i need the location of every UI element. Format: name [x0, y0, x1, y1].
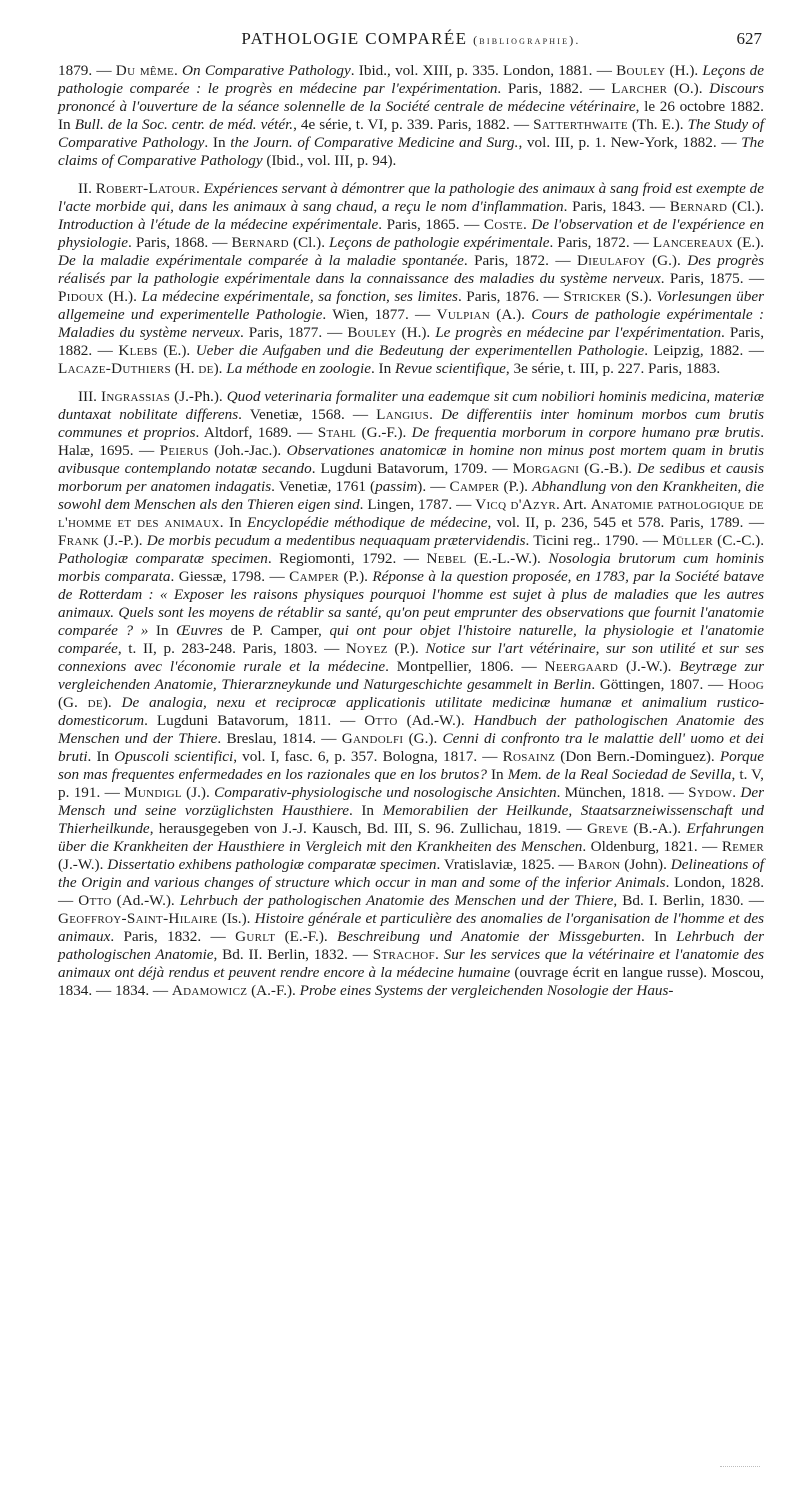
citation-text: . [174, 62, 183, 79]
author-name: Morgagni [512, 460, 580, 477]
author-name: Rosainz [502, 748, 556, 765]
citation-text: (A.-F.). [247, 982, 300, 999]
citation-text: (J.-Ph.). [170, 388, 227, 405]
work-title: The Study of Comparative Pathology [58, 116, 764, 151]
section-numeral: III. [78, 388, 97, 405]
work-title: Ueber die Aufgaben und die Bedeutung der experimentellen Pathologie [195, 342, 645, 359]
work-title: Der Mensch und seine vorzüglichsten Hausthiere [58, 784, 765, 819]
citation-text: , 3e série, t. III, p. 227. Paris, 1883. [505, 360, 721, 377]
citation-text: . Oldenburg, 1821. — [582, 838, 722, 855]
citation-text: . Paris, 1876. — [457, 288, 564, 305]
citation-text: . [429, 406, 441, 423]
citation-text: . Paris, 1882. — [58, 324, 765, 359]
author-name: Baron [577, 856, 621, 873]
citation-text: . Halæ, 1695. — [58, 424, 764, 459]
citation-text: . Giessæ, 1798. — [170, 568, 290, 585]
page-number: 627 [736, 29, 762, 48]
citation-text: . Göttingen, 1807. — [591, 676, 728, 693]
author-name: Remer [721, 838, 764, 855]
work-title: On Comparative Pathology [182, 62, 351, 79]
citation-text: . Ticini reg.. 1790. — [525, 532, 663, 549]
citation-text: (E.). [157, 342, 196, 359]
author-name: Otto [78, 892, 112, 909]
author-name: Klebs [118, 342, 158, 359]
work-title: Bull. de la Soc. centr. de méd. vétér. [74, 116, 294, 133]
citation-text: de P. Camper, [222, 622, 330, 639]
author-name: de [87, 694, 103, 711]
work-title: Lehrbuch der pathologischen Anatomie des Menschen und der Thiere [179, 892, 614, 909]
citation-text: (P.). [387, 640, 426, 657]
citation-text: In [148, 622, 177, 639]
citation-text: In [486, 766, 508, 783]
author-name: Hoog [728, 676, 764, 693]
author-name: Camper [289, 568, 339, 585]
citation-text: (ouvrage écrit en langue russe). Moscou, 1834. — 1834. — [58, 964, 764, 999]
author-name: Bernard [231, 234, 289, 251]
author-name: Geoffroy-Saint-Hilaire [58, 910, 218, 927]
citation-text: ). [213, 360, 227, 377]
citation-text: (Don Bern.-Dominguez). [555, 748, 720, 765]
citation-text: (P.). [499, 478, 533, 495]
author-name: Camper [449, 478, 500, 495]
work-title: De frequentia morborum in corpore humano præ brutis [411, 424, 761, 441]
citation-text: ). — [417, 478, 450, 495]
citation-text: (Ad.-W.). [111, 892, 180, 909]
author-name: Anatomie pathologique de l'homme et des animaux [58, 496, 764, 531]
citation-text: . Paris, 1875. — [660, 270, 765, 287]
work-title: passim [375, 478, 418, 495]
work-title: De sedibus et causis morborum per anatomen indagatis [58, 460, 764, 495]
work-title: qui ont pour objet l'histoire naturelle, la physiologie et l'anatomie comparée [58, 622, 764, 657]
citation-text: (Joh.-Jac.). [208, 442, 287, 459]
citation-text: (H.). [665, 62, 703, 79]
work-title: Quod veterinaria formaliter una eademque sit cum nobiliori hominis medicina, materiæ duntaxat nobilitate differens [58, 388, 765, 423]
work-title: Memorabilien der Heilkunde, Staatsarzneiwissenschaft und Thierheilkunde [58, 802, 764, 837]
work-title: Expériences servant à démontrer que la pathologie des animaux à sang froid est exempte de l'acte morbide qui, dans les animaux à sang chaud, a reçu le nom d'inflammation [58, 180, 765, 215]
citation-text: , 4e série, t. VI, p. 339. Paris, 1882. — [293, 116, 534, 133]
citation-text: . London, 1828. — [58, 874, 764, 909]
citation-text: (G.). [403, 730, 443, 747]
work-title: Sur les services que la vétérinaire et l'anatomie des animaux ont déjà rendus et peuvent rendre encore à la médecine humaine [58, 946, 765, 981]
citation-text: . Paris, 1872. — [549, 234, 653, 251]
work-title: Réponse à la question proposée, en 1783, par la Société batave de Rotterdam : « Exposer les raisons physiques pourquoi l'homme est sujet à plus de maladies que les autres animaux. Quels sont les moyens de rétablir sa santé, qu'on peut emprunter des observations que fournit l'anatomie comparée ? » [58, 568, 764, 639]
work-title: Opuscoli scientifici [114, 748, 234, 765]
citation-text: , le 26 octobre 1882. In [58, 98, 764, 133]
work-title: Abhandlung von den Krankheiten, die sowohl dem Menschen als den Thieren eigen sind [58, 478, 764, 513]
work-title: Probe eines Systems der vergleichenden Nosologie der Haus- [299, 982, 674, 999]
citation-text: (O.). [667, 80, 710, 97]
citation-text: . Art. [555, 496, 591, 513]
work-title: Leçons de pathologie comparée : le progrès en médecine par l'expérimentation [58, 62, 764, 97]
work-title: Nosologia brutorum cum hominis morbis comparata [58, 550, 765, 585]
citation-text: (Ibid., vol. III, p. 94). [262, 152, 397, 169]
page-header [58, 30, 764, 54]
author-name: Mundigl [124, 784, 182, 801]
work-title: Encyclopédie méthodique de médecine [246, 514, 488, 531]
citation-text: (G.-F.). [356, 424, 412, 441]
citation-text: (Ad.-W.). [397, 712, 474, 729]
author-name: Ingrassias [100, 388, 171, 405]
citation-text: (J.). [181, 784, 215, 801]
citation-text: . In [204, 134, 231, 151]
paragraph-continuation [58, 62, 764, 170]
citation-text: . Paris, 1832. — [110, 928, 236, 945]
citation-text: . Paris, 1868. — [128, 234, 232, 251]
citation-text: . [434, 946, 444, 963]
author-name: Frank [58, 532, 100, 549]
citation-text: ). [102, 694, 122, 711]
author-name: Langius [376, 406, 430, 423]
author-name: Noyez [345, 640, 388, 657]
author-name: Pidoux [58, 288, 104, 305]
work-title: the Journ. of Comparative Medicine and Surg. [230, 134, 519, 151]
author-name: Neergaard [544, 658, 619, 675]
citation-text: , vol. II, p. 236, 545 et 578. Paris, 1789. — [487, 514, 765, 531]
work-title: Notice sur l'art vétérinaire, sur son utilité et sur ses connexions avec l'économie rurale et la médecine [58, 640, 764, 675]
page-edge-mark [720, 1466, 760, 1469]
citation-text: . Lugduni Batavorum, 1811. — [144, 712, 365, 729]
citation-text: (C.-C.). [712, 532, 765, 549]
author-name: Greve [586, 820, 629, 837]
author-name: Gandolfi [341, 730, 404, 747]
work-title: Discours prononcé à l'ouverture de la séance solennelle de la Société centrale de médecine vétérinaire [58, 80, 764, 115]
author-name: Du même [115, 62, 175, 79]
work-title: Erfahrungen über die Krankheiten der Hausthiere in Vergleich mit den Krankheiten des Menschen [58, 820, 765, 855]
citation-text: , herausgegeben von J.-J. Kausch, Bd. III, S. 96. Zullichau, 1819. — [149, 820, 587, 837]
citation-text: , vol. III, p. 1. New-York, 1882. — [518, 134, 742, 151]
citation-text: (J.-W.). [618, 658, 680, 675]
citation-text: . In [219, 514, 247, 531]
work-title: De morbis pecudum a medentibus nequaquam prætervidendis [146, 532, 526, 549]
citation-text: , t. V, p. 191. — [58, 766, 764, 801]
bibliography-text [58, 62, 764, 1000]
work-title: De analogia, nexu et reciprocæ applicationis utilitate medicinæ humanæ et animalium rustico-domesticorum [58, 694, 765, 729]
citation-text: (H.). [396, 324, 436, 341]
work-title: Lehrbuch der pathologischen Anatomie [58, 928, 764, 963]
citation-text: (G.-B.). [579, 460, 637, 477]
work-title: Delineations of the Origin and various changes of structure which occur in man and some of the inferior Animals [58, 856, 765, 891]
author-name: Sydow [688, 784, 733, 801]
citation-text: (G. [58, 694, 88, 711]
author-name: Dieulafoy [576, 252, 646, 269]
work-title: La médecine expérimentale, sa fonction, ses limites [141, 288, 458, 305]
citation-text: . [523, 216, 532, 233]
author-name: Lancereaux [652, 234, 733, 251]
author-name: Gurlt [235, 928, 276, 945]
citation-text: (P.). [339, 568, 373, 585]
work-title: De la maladie expérimentale comparée à la maladie spontanée [58, 252, 464, 269]
citation-text: , Bd. II. Berlin, 1832. — [213, 946, 373, 963]
citation-text: . Ibid., vol. XIII, p. 335. London, 1881. — [350, 62, 617, 79]
citation-text: . Venetiæ, 1568. — [238, 406, 377, 423]
author-name: Otto [364, 712, 398, 729]
work-title: Cours de pathologie expérimentale : Maladies du système nerveux [58, 306, 765, 341]
citation-text: . München, 1818. — [556, 784, 689, 801]
paragraph-section-III [58, 388, 764, 1000]
work-title: Observationes anatomicæ in homine non minus post mortem quam in brutis avibusque contemplando notatæ secando [58, 442, 764, 477]
citation-text: (H. [170, 360, 199, 377]
author-name: Stahl [317, 424, 357, 441]
work-title: Œuvres [176, 622, 223, 639]
citation-text: . Paris, 1865. — [378, 216, 484, 233]
citation-text: 1879. — [58, 62, 116, 79]
work-title: Handbuch der pathologischen Anatomie des Menschen und der Thiere [58, 712, 764, 747]
author-name: Vulpian [436, 306, 490, 323]
citation-text: . [196, 180, 204, 197]
citation-text: (G.). [645, 252, 688, 269]
author-name: Coste [483, 216, 524, 233]
citation-text: (E.). [732, 234, 764, 251]
work-title: De differentiis inter hominum morbos cum brutis communes et proprios [58, 406, 764, 441]
citation-text: . Wien, 1877. — [322, 306, 437, 323]
author-name: Satterthwaite [533, 116, 628, 133]
running-title-main: PATHOLOGIE COMPARÉE [241, 29, 468, 48]
work-title: Beytræge zur vergleichenden Anatomie, Thierarzneykunde und Naturgeschichte gesammelt in Berlin [58, 658, 764, 693]
citation-text: . Lingen, 1787. — [359, 496, 476, 513]
citation-text: (B.-A.). [628, 820, 687, 837]
section-numeral: II. [78, 180, 92, 197]
citation-text: (A.). [489, 306, 532, 323]
citation-text: . Leipzig, 1882. — [644, 342, 764, 359]
citation-text: (H.). [103, 288, 142, 305]
work-title: Dissertatio exhibens pathologiæ comparatæ specimen [107, 856, 437, 873]
work-title: Pathologiæ comparatæ specimen [58, 550, 268, 567]
citation-text: . Paris, 1872. — [463, 252, 577, 269]
citation-text: . Paris, 1882. — [497, 80, 612, 97]
author-name: Stricker [563, 288, 622, 305]
citation-text: (J.-P.). [99, 532, 147, 549]
citation-text: , vol. I, fasc. 6, p. 357. Bologna, 1817. — [233, 748, 503, 765]
author-name: Müller [662, 532, 713, 549]
citation-text: . In [370, 360, 395, 377]
citation-text: (E.-L.-W.). [466, 550, 549, 567]
citation-text: (Is.). [217, 910, 255, 927]
citation-text: . Breslau, 1814. — [217, 730, 342, 747]
work-title: The claims of Comparative Pathology [58, 134, 765, 169]
citation-text: (E.-F.). [275, 928, 338, 945]
citation-text: . In [87, 748, 115, 765]
citation-text: . In [641, 928, 677, 945]
citation-text: . Paris, 1843. — [563, 198, 670, 215]
work-title: Cenni di confronto tra le malattie dell' uomo et dei bruti [58, 730, 764, 765]
work-title: Histoire générale et particulière des anomalies de l'organisation de l'homme et des animaux [58, 910, 764, 945]
citation-text: (John). [620, 856, 671, 873]
work-title: Revue scientifique [395, 360, 506, 377]
author-name: Bouley [616, 62, 666, 79]
citation-text: (Th. E.). [627, 116, 688, 133]
work-title: Comparativ-physiologische und nosologische Ansichten [214, 784, 557, 801]
author-name: Bernard [669, 198, 728, 215]
running-title-sub: (bibliographie). [473, 33, 581, 47]
citation-text: . Regiomonti, 1792. — [267, 550, 427, 567]
author-name: Bouley [347, 324, 397, 341]
citation-text: . Altdorf, 1689. — [195, 424, 318, 441]
work-title: De l'observation et de l'expérience en physiologie [58, 216, 765, 251]
work-title: Mem. de la Real Sociedad de Sevilla [507, 766, 732, 783]
citation-text: (Cl.). [727, 198, 764, 215]
work-title: Vorlesungen über allgemeine und experimentelle Pathologie [58, 288, 764, 323]
author-name: de [198, 360, 214, 377]
author-name: Vicq d'Azyr [475, 496, 556, 513]
author-name: Peierus [159, 442, 209, 459]
running-title [58, 30, 764, 49]
author-name: Adamowicz [171, 982, 248, 999]
citation-text: . Paris, 1877. — [240, 324, 348, 341]
citation-text: , Bd. I. Berlin, 1830. — [613, 892, 764, 909]
citation-text: . Montpellier, 1806. — [385, 658, 545, 675]
author-name: Larcher [611, 80, 668, 97]
citation-text: (J.-W.). [58, 856, 108, 873]
work-title: Le progrès en médecine par l'expérimentation [435, 324, 722, 341]
work-title: Leçons de pathologie expérimentale [329, 234, 550, 251]
work-title: Introduction à l'étude de la médecine expérimentale [58, 216, 379, 233]
author-name: Nebel [426, 550, 467, 567]
author-name: Strachof [372, 946, 435, 963]
work-title: Des progrès réalisés par la pathologie expérimentale dans la connaissance des maladies du système nerveux [58, 252, 764, 287]
author-name: Lacaze-Duthiers [58, 360, 171, 377]
citation-text: , t. II, p. 283-248. Paris, 1803. — [117, 640, 346, 657]
citation-text: (S.). [621, 288, 657, 305]
citation-text: . Vratislaviæ, 1825. — [436, 856, 578, 873]
citation-text: . In [348, 802, 383, 819]
citation-text: . Venetiæ, 1761 ( [271, 478, 376, 495]
paragraph-section-II [58, 180, 764, 378]
work-title: Porque son mas frequentes enfermedades en los razionales que en los brutos? [58, 748, 764, 783]
citation-text: . Lugduni Batavorum, 1709. — [311, 460, 513, 477]
work-title: La méthode en zoologie [226, 360, 371, 377]
author-name: Robert-Latour [95, 180, 196, 197]
citation-text: (Cl.). [288, 234, 330, 251]
work-title: Beschreibung und Anatomie der Missgeburten [337, 928, 642, 945]
citation-text: . [732, 784, 741, 801]
